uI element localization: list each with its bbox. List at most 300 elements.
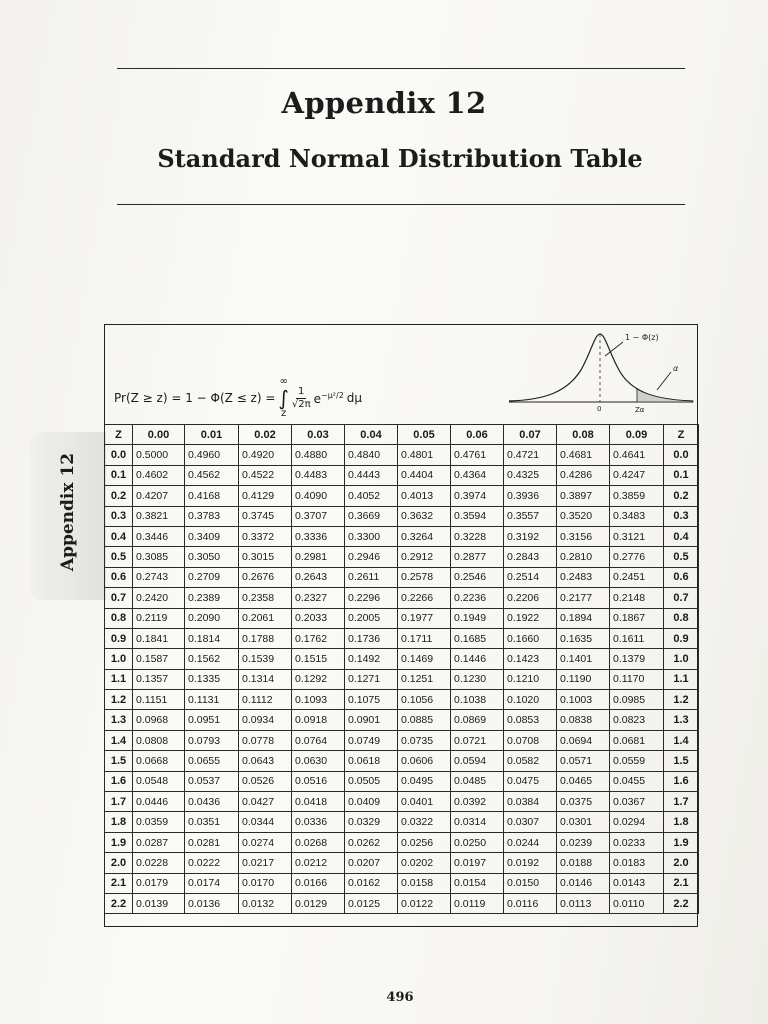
probability-cell: 0.0375 xyxy=(557,792,610,812)
probability-cell: 0.2389 xyxy=(185,588,239,608)
table-row xyxy=(105,751,699,771)
probability-cell: 0.3192 xyxy=(504,526,557,546)
probability-cell: 0.0749 xyxy=(345,730,398,750)
z-value-left: 1.4 xyxy=(105,730,133,750)
probability-cell: 0.2843 xyxy=(504,547,557,567)
z-value-right: 1.8 xyxy=(664,812,699,832)
probability-cell: 0.3085 xyxy=(133,547,185,567)
probability-cell: 0.0110 xyxy=(610,893,664,913)
probability-cell: 0.0197 xyxy=(451,853,504,873)
probability-cell: 0.0793 xyxy=(185,730,239,750)
probability-cell: 0.4602 xyxy=(133,465,185,485)
probability-cell: 0.4325 xyxy=(504,465,557,485)
probability-cell: 0.1093 xyxy=(292,690,345,710)
probability-cell: 0.0132 xyxy=(239,893,292,913)
z-value-left: 1.7 xyxy=(105,792,133,812)
z-value-left: 0.8 xyxy=(105,608,133,628)
probability-cell: 0.4562 xyxy=(185,465,239,485)
probability-cell: 0.1357 xyxy=(133,669,185,689)
probability-cell: 0.0401 xyxy=(398,792,451,812)
probability-cell: 0.1401 xyxy=(557,649,610,669)
probability-cell: 0.1251 xyxy=(398,669,451,689)
table-row xyxy=(105,649,699,669)
probability-formula xyxy=(114,378,362,418)
z-value-right: 0.6 xyxy=(664,567,699,587)
formula-fraction xyxy=(292,386,311,411)
probability-cell: 0.0233 xyxy=(610,832,664,852)
formula-integrand xyxy=(314,391,344,406)
probability-cell: 0.0465 xyxy=(557,771,610,791)
probability-cell: 0.1131 xyxy=(185,690,239,710)
probability-cell: 0.0516 xyxy=(292,771,345,791)
probability-cell: 0.3669 xyxy=(345,506,398,526)
probability-cell: 0.0668 xyxy=(133,751,185,771)
probability-cell: 0.2546 xyxy=(451,567,504,587)
probability-cell: 0.4840 xyxy=(345,445,398,465)
probability-cell: 0.4090 xyxy=(292,486,345,506)
integral-limits xyxy=(278,376,288,420)
probability-cell: 0.0681 xyxy=(610,730,664,750)
probability-cell: 0.1922 xyxy=(504,608,557,628)
probability-cell: 0.0307 xyxy=(504,812,557,832)
probability-cell: 0.3821 xyxy=(133,506,185,526)
probability-cell: 0.0869 xyxy=(451,710,504,730)
probability-cell: 0.2005 xyxy=(345,608,398,628)
table-row xyxy=(105,486,699,506)
probability-cell: 0.2327 xyxy=(292,588,345,608)
probability-cell: 0.3228 xyxy=(451,526,504,546)
table-row xyxy=(105,669,699,689)
probability-cell: 0.0838 xyxy=(557,710,610,730)
probability-cell: 0.0367 xyxy=(610,792,664,812)
probability-cell: 0.2483 xyxy=(557,567,610,587)
probability-cell: 0.2148 xyxy=(610,588,664,608)
probability-cell: 0.2451 xyxy=(610,567,664,587)
probability-cell: 0.1075 xyxy=(345,690,398,710)
probability-cell: 0.3446 xyxy=(133,526,185,546)
probability-cell: 0.2877 xyxy=(451,547,504,567)
z-value-right: 0.1 xyxy=(664,465,699,485)
probability-cell: 0.0446 xyxy=(133,792,185,812)
probability-cell: 0.1788 xyxy=(239,628,292,648)
probability-cell: 0.0344 xyxy=(239,812,292,832)
column-header: 0.05 xyxy=(398,425,451,445)
column-header: 0.03 xyxy=(292,425,345,445)
probability-cell: 0.1711 xyxy=(398,628,451,648)
probability-cell: 0.4168 xyxy=(185,486,239,506)
probability-cell: 0.0708 xyxy=(504,730,557,750)
probability-cell: 0.4052 xyxy=(345,486,398,506)
probability-cell: 0.1762 xyxy=(292,628,345,648)
probability-cell: 0.1423 xyxy=(504,649,557,669)
probability-cell: 0.0495 xyxy=(398,771,451,791)
probability-cell: 0.0268 xyxy=(292,832,345,852)
probability-cell: 0.0222 xyxy=(185,853,239,873)
probability-cell: 0.0116 xyxy=(504,893,557,913)
bell-curve xyxy=(509,334,693,401)
integrand-base: e xyxy=(313,391,321,406)
probability-cell: 0.0129 xyxy=(292,893,345,913)
z-value-left: 0.0 xyxy=(105,445,133,465)
probability-cell: 0.0158 xyxy=(398,873,451,893)
probability-cell: 0.3936 xyxy=(504,486,557,506)
z-value-left: 0.5 xyxy=(105,547,133,567)
probability-cell: 0.0136 xyxy=(185,893,239,913)
probability-cell: 0.0901 xyxy=(345,710,398,730)
table-header-row xyxy=(105,425,699,445)
probability-cell: 0.4522 xyxy=(239,465,292,485)
probability-cell: 0.0143 xyxy=(610,873,664,893)
z-value-left: 1.1 xyxy=(105,669,133,689)
z-value-right: 0.9 xyxy=(664,628,699,648)
probability-cell: 0.0384 xyxy=(504,792,557,812)
probability-cell: 0.1056 xyxy=(398,690,451,710)
z-value-right: 0.0 xyxy=(664,445,699,465)
z-value-left: 2.0 xyxy=(105,853,133,873)
probability-cell: 0.4801 xyxy=(398,445,451,465)
z-value-left: 1.5 xyxy=(105,751,133,771)
column-header: 0.08 xyxy=(557,425,610,445)
z-value-left: 0.9 xyxy=(105,628,133,648)
probability-cell: 0.1492 xyxy=(345,649,398,669)
probability-cell: 0.0808 xyxy=(133,730,185,750)
probability-cell: 0.3707 xyxy=(292,506,345,526)
probability-cell: 0.3121 xyxy=(610,526,664,546)
probability-cell: 0.2743 xyxy=(133,567,185,587)
probability-cell: 0.2119 xyxy=(133,608,185,628)
probability-cell: 0.3264 xyxy=(398,526,451,546)
integrand-exponent: −μ²/2 xyxy=(321,390,344,400)
probability-cell: 0.0314 xyxy=(451,812,504,832)
column-header: 0.09 xyxy=(610,425,664,445)
z-value-right: 0.2 xyxy=(664,486,699,506)
probability-cell: 0.0618 xyxy=(345,751,398,771)
z-value-left: 0.6 xyxy=(105,567,133,587)
z-value-right: 1.9 xyxy=(664,832,699,852)
column-header: 0.04 xyxy=(345,425,398,445)
probability-cell: 0.0392 xyxy=(451,792,504,812)
probability-cell: 0.0427 xyxy=(239,792,292,812)
probability-cell: 0.0250 xyxy=(451,832,504,852)
probability-cell: 0.0559 xyxy=(610,751,664,771)
alpha-pointer-icon xyxy=(657,372,671,390)
z-value-right: 0.4 xyxy=(664,526,699,546)
probability-cell: 0.1867 xyxy=(610,608,664,628)
probability-cell: 0.0202 xyxy=(398,853,451,873)
z-value-left: 0.3 xyxy=(105,506,133,526)
probability-cell: 0.0951 xyxy=(185,710,239,730)
probability-cell: 0.0294 xyxy=(610,812,664,832)
probability-cell: 0.0287 xyxy=(133,832,185,852)
probability-cell: 0.1539 xyxy=(239,649,292,669)
z-value-right: 2.0 xyxy=(664,853,699,873)
probability-cell: 0.0139 xyxy=(133,893,185,913)
probability-cell: 0.2090 xyxy=(185,608,239,628)
probability-cell: 0.1271 xyxy=(345,669,398,689)
integral-lower-limit: z xyxy=(281,408,287,419)
probability-cell: 0.0455 xyxy=(610,771,664,791)
z-value-left: 2.1 xyxy=(105,873,133,893)
probability-cell: 0.3520 xyxy=(557,506,610,526)
column-header: 0.06 xyxy=(451,425,504,445)
z-value-left: 1.0 xyxy=(105,649,133,669)
probability-cell: 0.3336 xyxy=(292,526,345,546)
probability-cell: 0.0918 xyxy=(292,710,345,730)
probability-cell: 0.0256 xyxy=(398,832,451,852)
z-value-right: 0.3 xyxy=(664,506,699,526)
table-row xyxy=(105,547,699,567)
probability-cell: 0.4483 xyxy=(292,465,345,485)
formula-differential: dμ xyxy=(346,391,363,405)
probability-cell: 0.0146 xyxy=(557,873,610,893)
probability-cell: 0.1736 xyxy=(345,628,398,648)
probability-cell: 0.1292 xyxy=(292,669,345,689)
probability-cell: 0.1230 xyxy=(451,669,504,689)
table-row xyxy=(105,832,699,852)
probability-cell: 0.4761 xyxy=(451,445,504,465)
table-row xyxy=(105,792,699,812)
z-value-right: 1.2 xyxy=(664,690,699,710)
tail-label: 1 − Φ(z) xyxy=(625,333,659,342)
probability-cell: 0.1020 xyxy=(504,690,557,710)
probability-cell: 0.1977 xyxy=(398,608,451,628)
probability-cell: 0.0485 xyxy=(451,771,504,791)
table-row xyxy=(105,526,699,546)
probability-cell: 0.2206 xyxy=(504,588,557,608)
probability-cell: 0.0409 xyxy=(345,792,398,812)
z-value-left: 2.2 xyxy=(105,893,133,913)
probability-cell: 0.0162 xyxy=(345,873,398,893)
probability-cell: 0.2912 xyxy=(398,547,451,567)
probability-cell: 0.0322 xyxy=(398,812,451,832)
probability-cell: 0.4364 xyxy=(451,465,504,485)
table-row xyxy=(105,445,699,465)
z-value-right: 0.5 xyxy=(664,547,699,567)
fraction-numerator: 1 xyxy=(298,385,305,397)
probability-cell: 0.0934 xyxy=(239,710,292,730)
table-row xyxy=(105,893,699,913)
probability-cell: 0.0119 xyxy=(451,893,504,913)
probability-cell: 0.2296 xyxy=(345,588,398,608)
probability-cell: 0.0643 xyxy=(239,751,292,771)
probability-cell: 0.2358 xyxy=(239,588,292,608)
probability-cell: 0.4920 xyxy=(239,445,292,465)
table-title: Standard Normal Distribution Table xyxy=(157,144,643,173)
bottom-rule xyxy=(117,204,685,205)
probability-cell: 0.0985 xyxy=(610,690,664,710)
probability-cell: 0.1190 xyxy=(557,669,610,689)
column-header: 0.02 xyxy=(239,425,292,445)
probability-cell: 0.3557 xyxy=(504,506,557,526)
probability-cell: 0.0694 xyxy=(557,730,610,750)
integral-upper-limit: ∞ xyxy=(279,376,288,387)
probability-cell: 0.2514 xyxy=(504,567,557,587)
probability-cell: 0.2946 xyxy=(345,547,398,567)
probability-cell: 0.1635 xyxy=(557,628,610,648)
probability-cell: 0.0418 xyxy=(292,792,345,812)
probability-cell: 0.3745 xyxy=(239,506,292,526)
probability-cell: 0.0212 xyxy=(292,853,345,873)
probability-cell: 0.3050 xyxy=(185,547,239,567)
probability-cell: 0.4721 xyxy=(504,445,557,465)
probability-cell: 0.0192 xyxy=(504,853,557,873)
probability-cell: 0.1515 xyxy=(292,649,345,669)
probability-cell: 0.2676 xyxy=(239,567,292,587)
probability-cell: 0.0239 xyxy=(557,832,610,852)
probability-cell: 0.0351 xyxy=(185,812,239,832)
probability-cell: 0.0968 xyxy=(133,710,185,730)
table-row xyxy=(105,812,699,832)
probability-cell: 0.0154 xyxy=(451,873,504,893)
probability-cell: 0.2810 xyxy=(557,547,610,567)
column-header: 0.07 xyxy=(504,425,557,445)
probability-cell: 0.0150 xyxy=(504,873,557,893)
probability-cell: 0.1335 xyxy=(185,669,239,689)
probability-cell: 0.0174 xyxy=(185,873,239,893)
probability-cell: 0.0505 xyxy=(345,771,398,791)
probability-cell: 0.0359 xyxy=(133,812,185,832)
table-row xyxy=(105,853,699,873)
table-row xyxy=(105,628,699,648)
probability-cell: 0.4443 xyxy=(345,465,398,485)
z-value-right: 2.1 xyxy=(664,873,699,893)
probability-cell: 0.0183 xyxy=(610,853,664,873)
probability-cell: 0.2776 xyxy=(610,547,664,567)
probability-cell: 0.1170 xyxy=(610,669,664,689)
probability-cell: 0.0329 xyxy=(345,812,398,832)
probability-cell: 0.0582 xyxy=(504,751,557,771)
probability-cell: 0.3594 xyxy=(451,506,504,526)
probability-cell: 0.2177 xyxy=(557,588,610,608)
z-alpha-label: Zα xyxy=(635,406,645,414)
fraction-denominator: √2π xyxy=(291,398,311,410)
probability-cell: 0.1949 xyxy=(451,608,504,628)
probability-cell: 0.1841 xyxy=(133,628,185,648)
probability-cell: 0.0548 xyxy=(133,771,185,791)
z-value-right: 1.3 xyxy=(664,710,699,730)
probability-cell: 0.0228 xyxy=(133,853,185,873)
probability-cell: 0.0274 xyxy=(239,832,292,852)
probability-cell: 0.0721 xyxy=(451,730,504,750)
probability-cell: 0.0281 xyxy=(185,832,239,852)
probability-cell: 0.2033 xyxy=(292,608,345,628)
probability-cell: 0.3372 xyxy=(239,526,292,546)
probability-cell: 0.1611 xyxy=(610,628,664,648)
probability-cell: 0.0571 xyxy=(557,751,610,771)
probability-cell: 0.4247 xyxy=(610,465,664,485)
probability-cell: 0.0594 xyxy=(451,751,504,771)
probability-cell: 0.0170 xyxy=(239,873,292,893)
probability-cell: 0.2061 xyxy=(239,608,292,628)
probability-cell: 0.4960 xyxy=(185,445,239,465)
table-row xyxy=(105,771,699,791)
probability-cell: 0.3974 xyxy=(451,486,504,506)
probability-cell: 0.0179 xyxy=(133,873,185,893)
page-number: 496 xyxy=(386,990,414,1005)
probability-cell: 0.1685 xyxy=(451,628,504,648)
probability-cell: 0.2420 xyxy=(133,588,185,608)
z-header-left: Z xyxy=(105,425,133,445)
table-row xyxy=(105,710,699,730)
z-value-right: 1.1 xyxy=(664,669,699,689)
probability-cell: 0.0823 xyxy=(610,710,664,730)
z-value-left: 1.6 xyxy=(105,771,133,791)
probability-cell: 0.0301 xyxy=(557,812,610,832)
probability-cell: 0.1151 xyxy=(133,690,185,710)
probability-cell: 0.1814 xyxy=(185,628,239,648)
zero-label: 0 xyxy=(597,405,602,413)
probability-cell: 0.0853 xyxy=(504,710,557,730)
probability-cell: 0.0113 xyxy=(557,893,610,913)
z-value-right: 2.2 xyxy=(664,893,699,913)
z-value-left: 1.2 xyxy=(105,690,133,710)
probability-cell: 0.3156 xyxy=(557,526,610,546)
probability-cell: 0.1562 xyxy=(185,649,239,669)
probability-cell: 0.0217 xyxy=(239,853,292,873)
probability-cell: 0.0336 xyxy=(292,812,345,832)
probability-cell: 0.1446 xyxy=(451,649,504,669)
probability-cell: 0.0436 xyxy=(185,792,239,812)
probability-cell: 0.4129 xyxy=(239,486,292,506)
z-value-right: 0.7 xyxy=(664,588,699,608)
probability-cell: 0.1003 xyxy=(557,690,610,710)
probability-cell: 0.2643 xyxy=(292,567,345,587)
probability-cell: 0.0166 xyxy=(292,873,345,893)
probability-cell: 0.0778 xyxy=(239,730,292,750)
probability-cell: 0.2236 xyxy=(451,588,504,608)
probability-cell: 0.0207 xyxy=(345,853,398,873)
z-value-right: 1.4 xyxy=(664,730,699,750)
probability-cell: 0.5000 xyxy=(133,445,185,465)
probability-cell: 0.1379 xyxy=(610,649,664,669)
probability-cell: 0.4013 xyxy=(398,486,451,506)
top-rule xyxy=(117,68,685,69)
probability-cell: 0.2709 xyxy=(185,567,239,587)
formula-lhs: Pr(Z ≥ z) = 1 − Φ(Z ≤ z) = xyxy=(114,391,276,405)
z-value-right: 1.6 xyxy=(664,771,699,791)
probability-cell: 0.4404 xyxy=(398,465,451,485)
z-value-left: 0.1 xyxy=(105,465,133,485)
probability-cell: 0.0475 xyxy=(504,771,557,791)
probability-cell: 0.0630 xyxy=(292,751,345,771)
z-value-left: 1.9 xyxy=(105,832,133,852)
table-row xyxy=(105,506,699,526)
probability-cell: 0.4286 xyxy=(557,465,610,485)
probability-cell: 0.2981 xyxy=(292,547,345,567)
probability-cell: 0.1210 xyxy=(504,669,557,689)
z-value-left: 0.4 xyxy=(105,526,133,546)
table-row xyxy=(105,608,699,628)
probability-cell: 0.3859 xyxy=(610,486,664,506)
probability-cell: 0.1894 xyxy=(557,608,610,628)
probability-cell: 0.3632 xyxy=(398,506,451,526)
probability-cell: 0.1314 xyxy=(239,669,292,689)
table-row xyxy=(105,690,699,710)
probability-cell: 0.4641 xyxy=(610,445,664,465)
probability-cell: 0.0764 xyxy=(292,730,345,750)
normal-curve-diagram xyxy=(505,326,695,418)
probability-cell: 0.0262 xyxy=(345,832,398,852)
probability-cell: 0.1469 xyxy=(398,649,451,669)
column-header: 0.01 xyxy=(185,425,239,445)
side-tab-label: Appendix 12 xyxy=(58,452,78,572)
probability-cell: 0.4880 xyxy=(292,445,345,465)
probability-cell: 0.0125 xyxy=(345,893,398,913)
table-row xyxy=(105,567,699,587)
z-value-left: 0.2 xyxy=(105,486,133,506)
table-row xyxy=(105,730,699,750)
probability-cell: 0.3483 xyxy=(610,506,664,526)
